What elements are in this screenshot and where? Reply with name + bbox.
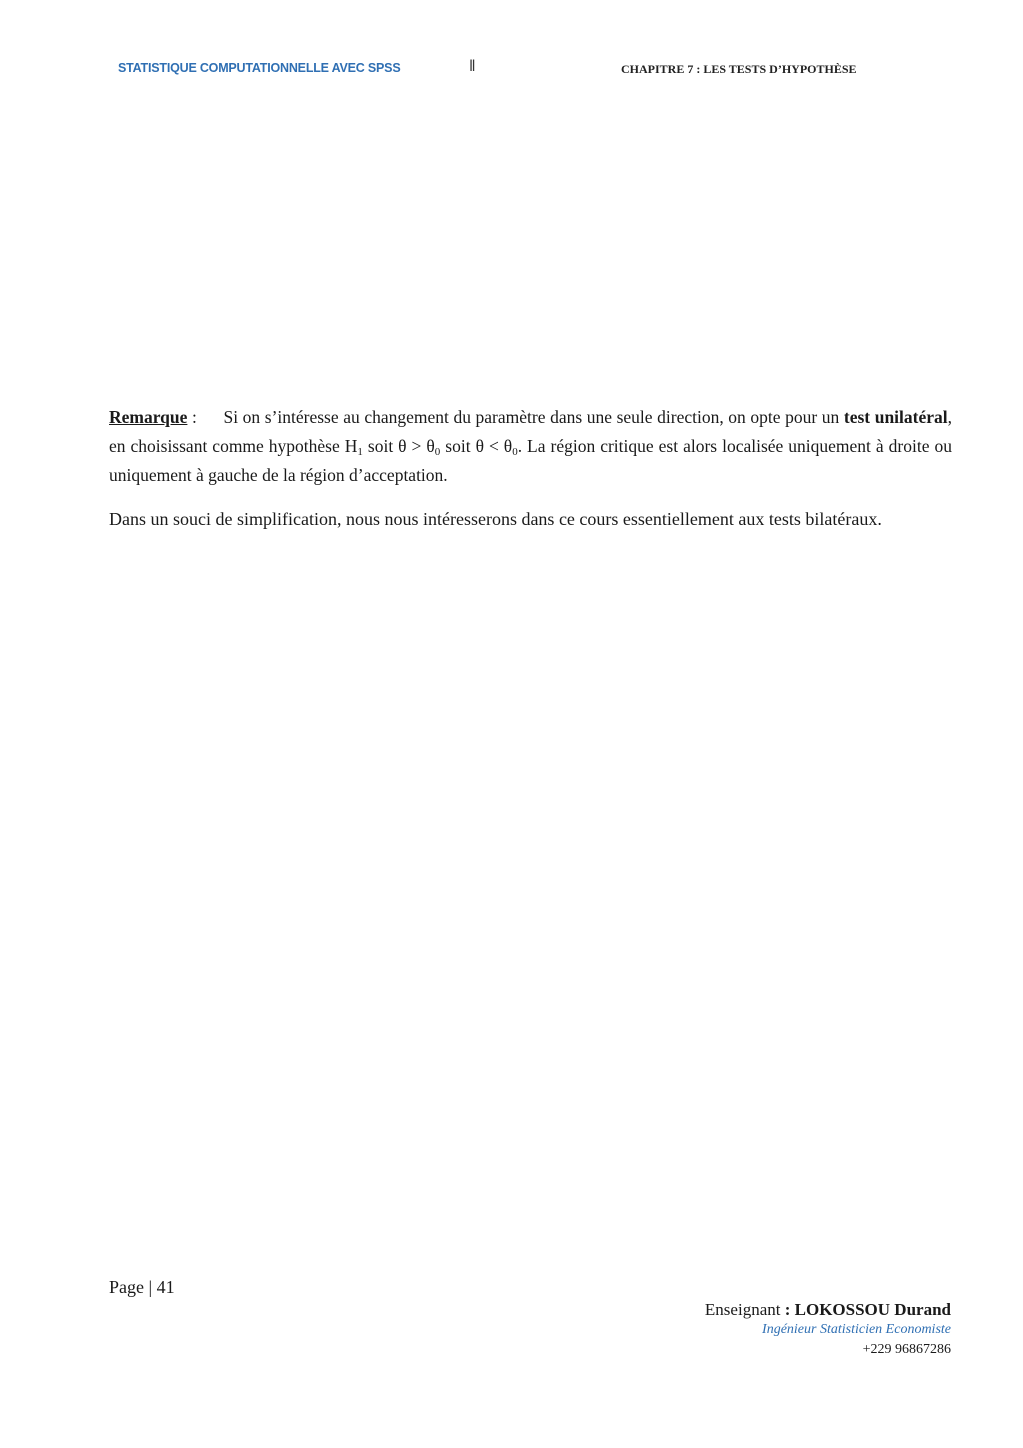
- running-header-title: STATISTIQUE COMPUTATIONNELLE AVEC SPSS: [118, 61, 401, 75]
- running-header-chapter: CHAPITRE 7 : LES TESTS D’HYPOTHÈSE: [621, 62, 857, 76]
- remark-paragraph: [109, 403, 952, 490]
- remark-text-3: soit θ > θ: [362, 436, 435, 456]
- page-number: Page | 41: [109, 1277, 175, 1297]
- header-separator: ‖: [469, 58, 476, 75]
- remark-text-4: soit θ < θ: [440, 436, 513, 456]
- teacher-phone: +229 96867286: [862, 1342, 951, 1357]
- remark-label: Remarque: [109, 407, 188, 427]
- remark-sub-2: 0: [434, 446, 441, 458]
- teacher-name: LOKOSSOU Durand: [794, 1300, 951, 1319]
- teacher-label: Enseignant: [704, 1300, 781, 1319]
- teacher-separator: :: [780, 1300, 795, 1319]
- remark-text-2: , en choisissant comme hypothèse H: [109, 407, 953, 456]
- teacher-title: Ingénieur Statisticien Economiste: [762, 1322, 951, 1337]
- remark-sub-1: 1: [357, 446, 363, 458]
- remark-text-5: . La région critique est alors localisée uniquement à droite ou uniquement à gauche de la région d’acceptation.: [109, 436, 952, 485]
- remark-text-1: Si on s’intéresse au changement du paramètre dans une seule direction, on opte pour un: [223, 407, 840, 427]
- remark-colon: :: [192, 407, 197, 427]
- remark-sub-3: 0: [512, 446, 518, 458]
- remark-bold-term: test unilatéral: [843, 407, 948, 427]
- teacher-line: [705, 1300, 951, 1320]
- simplification-note: Dans un souci de simplification, nous nous intéresserons dans ce cours essentiellement aux tests bilatéraux.: [109, 509, 882, 529]
